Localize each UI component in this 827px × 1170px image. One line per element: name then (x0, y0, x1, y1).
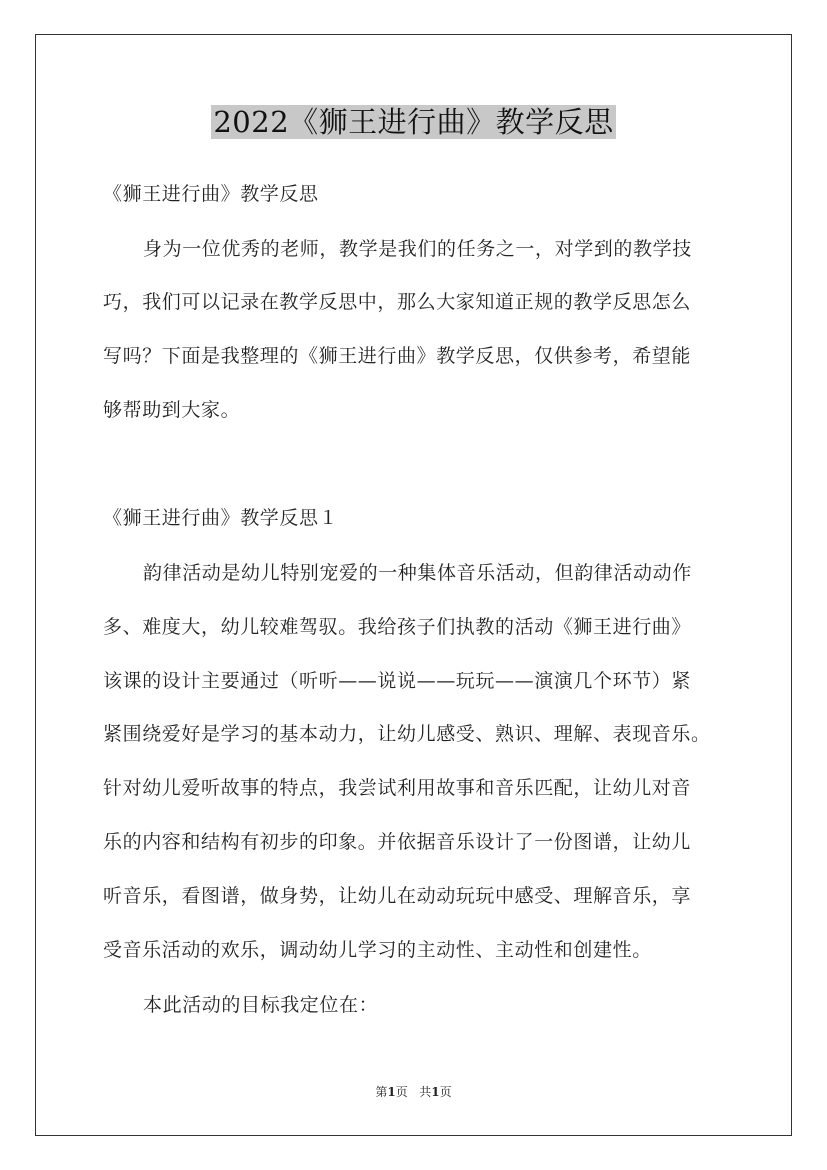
section-heading: 《狮王进行曲》教学反思１ (103, 507, 339, 529)
footer-page-prefix: 第 (375, 1085, 388, 1099)
intro-line: 巧，我们可以记录在教学反思中，那么大家知道正规的教学反思怎么 (103, 291, 692, 313)
footer-total-prefix: 共 (419, 1085, 432, 1099)
footer-total-number: 1 (431, 1085, 440, 1099)
footer-total-suffix: 页 (439, 1085, 452, 1099)
section-line: 针对幼儿爱听故事的特点，我尝试利用故事和音乐匹配，让幼儿对音 (103, 777, 692, 799)
footer-page-suffix: 页 (395, 1085, 408, 1099)
intro-line: 够帮助到大家。 (103, 399, 241, 421)
intro-line: 身为一位优秀的老师，教学是我们的任务之一，对学到的教学技 (143, 238, 692, 260)
section-line: 多、难度大，幼儿较难驾驭。我给孩子们执教的活动《狮王进行曲》 (103, 616, 692, 638)
section-line: 该课的设计主要通过（听听——说说——玩玩——演演几个环节）紧 (103, 670, 692, 692)
section-line: 听音乐，看图谱，做身势，让幼儿在动动玩玩中感受、理解音乐，享 (103, 885, 692, 907)
page-footer (0, 1083, 827, 1100)
document-title-text: 2022《狮王进行曲》教学反思 (213, 105, 614, 139)
footer-page-number: 1 (387, 1085, 396, 1099)
section-line: 乐的内容和结构有初步的印象。并依据音乐设计了一份图谱，让幼儿 (103, 831, 692, 853)
subtitle: 《狮王进行曲》教学反思 (103, 183, 319, 205)
section-line: 受音乐活动的欢乐，调动幼儿学习的主动性、主动性和创建性。 (103, 939, 652, 961)
goal-line: 本此活动的目标我定位在： (143, 994, 379, 1016)
intro-line: 写吗？下面是我整理的《狮王进行曲》教学反思，仅供参考，希望能 (103, 345, 692, 367)
document-title (0, 103, 827, 141)
section-line: 韵律活动是幼儿特别宠爱的一种集体音乐活动，但韵律活动动作 (143, 562, 692, 584)
section-line: 紧围绕爱好是学习的基本动力，让幼儿感受、熟识、理解、表现音乐。 (103, 723, 711, 745)
